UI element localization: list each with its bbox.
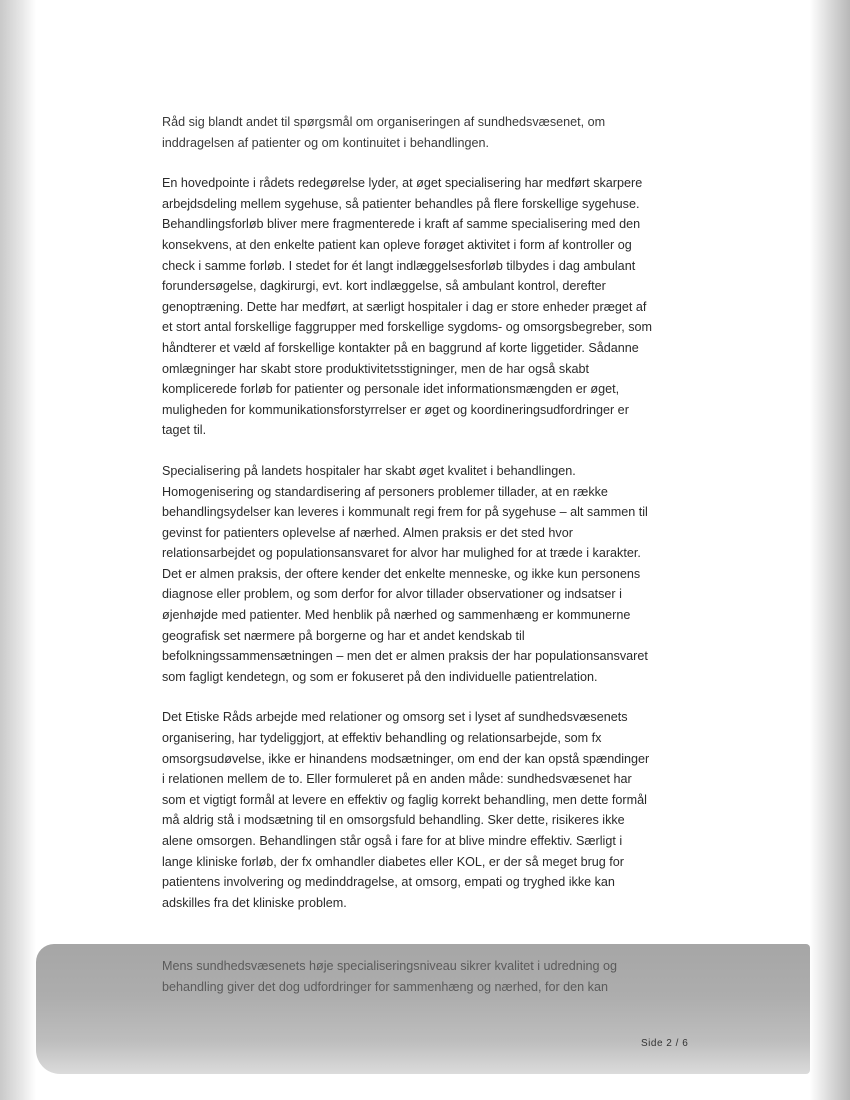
document-body	[162, 112, 652, 933]
paragraph-intro: Råd sig blandt andet til spørgsmål om organiseringen af sundhedsvæsenet, om inddragelsen af patienter og om kontinuitet i behandlingen.	[162, 115, 606, 150]
paragraph-ethics-council: Det Etiske Råds arbejde med relationer og omsorg set i lyset af sundhedsvæsenets organisering, har tydeliggjort, at effektiv behandling og relationsarbejde, som fx omsorgsudøvelse, ikke er hinandens modsætninger, om end der kan opstå spændinger i relationen mellem de to. Eller formuleret på en anden måde: sundhedsvæsenet har som et vigtigt formål at levere en effektiv og faglig korrekt behandling, men dette formål må aldrig stå i modsætning til en omsorgsfuld behandling. Sker dette, risikeres ikke alene omsorgen. Behandlingen står også i fare for at blive mindre effektiv. Særligt i lange kliniske forløb, der fx omhandler diabetes eller KOL, er der så meget brug for patientens involvering og medinddragelse, at omsorg, empati og tryghed ikke kan adskilles fra det kliniske problem.	[162, 710, 650, 910]
scan-shadow-right	[810, 0, 850, 1100]
paragraph-specialisation: En hovedpointe i rådets redegørelse lyder, at øget specialisering har medført skarpere arbejdsdeling mellem sygehuse, så patienter behandles på flere forskellige sygehuse. Behandlingsforløb bliver mere fragmenterede i kraft af samme specialisering med den konsekvens, at den enkelte patient kan opleve forøget aktivitet i form af kontroller og check i samme forløb. I stedet for ét langt indlæggelsesforløb tilbydes i dag ambulant forundersøgelse, dagkirurgi, evt. kort indlæggelse, så ambulant kontrol, derefter genoptræning. Dette har medført, at særligt hospitaler i dag er store enheder præget af et stort antal forskellige faggrupper med forskellige sygdoms- og omsorgsbegreber, som håndterer et væld af forskellige kontakter på en baggrund af korte liggetider. Sådanne omlægninger har skabt store produktivitetsstigninger, men de har også skabt komplicerede forløb for patienter og personale idet informationsmængden er øget, muligheden for kommunikationsforstyrrelser er øget og koordineringsudfordringer er taget til.	[162, 176, 652, 438]
scan-shadow-left	[0, 0, 36, 1100]
paragraph-quality: Specialisering på landets hospitaler har skabt øget kvalitet i behandlingen. Homogenisering og standardisering af personers problemer tillader, at en række behandlingsydelser kan leveres i kommunalt regi frem for på sygehuse – alt sammen til gevinst for patienters oplevelse af nærhed. Almen praksis er det sted hvor relationsarbejdet og populationsansvaret for alvor har mulighed for at træde i karakter. Det er almen praksis, der oftere kender det enkelte menneske, og ikke kun personens diagnose eller problem, og som derfor for alvor tillader observationer og indsatser i øjenhøjde med patienter. Med henblik på nærhed og sammenhæng er kommunerne geografisk set nærmere på borgerne og har et andet kendskab til befolkningssammensætningen – men det er almen praksis der har populationsansvaret som fagligt kendetegn, og som er fokuseret på den individuelle patientrelation.	[162, 463, 648, 684]
page-number: Side 2 / 6	[641, 1038, 689, 1049]
paragraph-faded: Mens sundhedsvæsenets høje specialiseringsniveau sikrer kvalitet i udredning og behandling giver det dog udfordringer for sammenhæng og nærhed, for den kan	[162, 959, 618, 994]
